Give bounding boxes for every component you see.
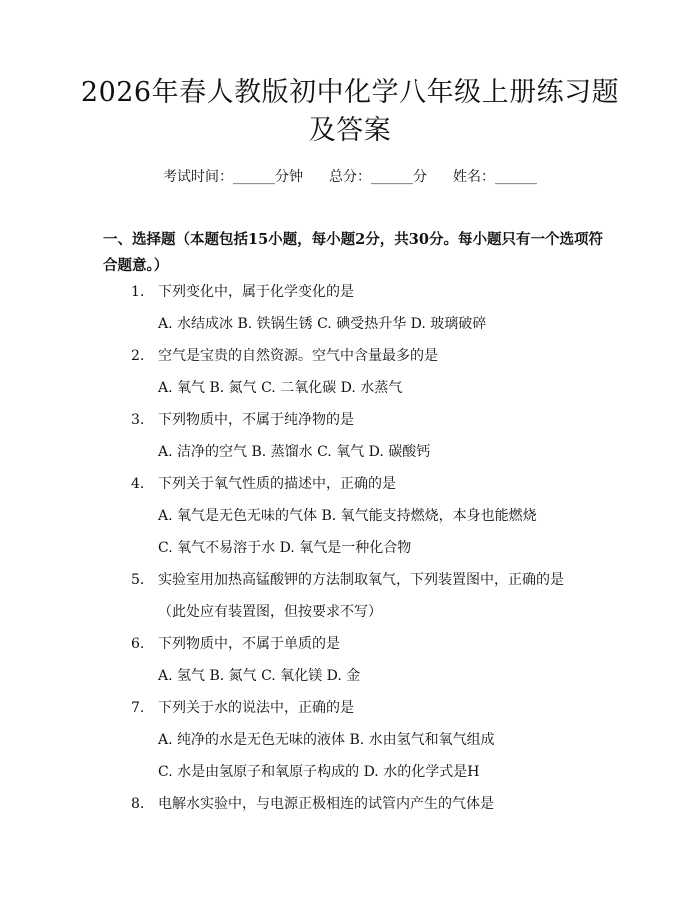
question-item	[0, 564, 700, 596]
question-options	[0, 500, 700, 532]
question-item	[0, 468, 700, 500]
exam-info-line	[0, 167, 700, 187]
option-line: C. 水是由氢原子和氧原子构成的 D. 水的化学式是H	[158, 764, 480, 780]
question-text: 空气是宝贵的自然资源。空气中含量最多的是	[158, 348, 438, 364]
option-line: （此处应有装置图，但按要求不写）	[158, 604, 382, 620]
question-number: 4.	[131, 476, 145, 492]
section-title: 一、选择题（本题包括15小题，每小题2分，共30分。每小题只有一个选项符合题意。）	[103, 231, 603, 274]
question-item	[0, 692, 700, 724]
question-number: 3.	[131, 412, 145, 428]
question-item	[0, 276, 700, 308]
option-line: C. 氧气不易溶于水 D. 氧气是一种化合物	[158, 540, 412, 556]
question-number: 7.	[131, 700, 145, 716]
question-item	[0, 340, 700, 372]
question-text: 下列关于氧气性质的描述中，正确的是	[158, 476, 396, 492]
question-text: 下列物质中，不属于纯净物的是	[158, 412, 354, 428]
question-options	[0, 596, 700, 628]
question-options	[0, 436, 700, 468]
question-item	[0, 788, 700, 820]
option-line: A. 水结成冰 B. 铁锅生锈 C. 碘受热升华 D. 玻璃破碎	[158, 316, 487, 332]
question-options	[0, 660, 700, 692]
option-line: A. 氧气 B. 氮气 C. 二氧化碳 D. 水蒸气	[158, 380, 403, 396]
question-options	[0, 372, 700, 404]
question-text: 下列关于水的说法中，正确的是	[158, 700, 354, 716]
option-line: A. 洁净的空气 B. 蒸馏水 C. 氧气 D. 碳酸钙	[158, 444, 431, 460]
exam-time-field: 考试时间：______分钟	[163, 169, 303, 185]
option-line: A. 纯净的水是无色无味的液体 B. 水由氢气和氧气组成	[158, 732, 495, 748]
question-number: 1.	[131, 284, 145, 300]
option-line: A. 氧气是无色无味的气体 B. 氧气能支持燃烧，本身也能燃烧	[158, 508, 537, 524]
question-options	[0, 724, 700, 756]
question-number: 6.	[131, 636, 145, 652]
question-number: 5.	[131, 572, 145, 588]
question-list	[0, 276, 700, 820]
question-text: 电解水实验中，与电源正极相连的试管内产生的气体是	[158, 796, 494, 812]
question-item	[0, 628, 700, 660]
question-text: 实验室用加热高锰酸钾的方法制取氧气，下列装置图中，正确的是	[158, 572, 564, 588]
question-number: 8.	[131, 796, 145, 812]
total-score-field: 总分：______分	[329, 169, 427, 185]
name-field: 姓名：______	[453, 169, 537, 185]
document-title: 2026年春人教版初中化学八年级上册练习题及答案	[80, 77, 620, 146]
option-line: A. 氢气 B. 氮气 C. 氧化镁 D. 金	[158, 668, 361, 684]
question-number: 2.	[131, 348, 145, 364]
question-text: 下列变化中，属于化学变化的是	[158, 284, 354, 300]
question-options	[0, 756, 700, 788]
question-text: 下列物质中，不属于单质的是	[158, 636, 340, 652]
question-options	[0, 308, 700, 340]
question-item	[0, 404, 700, 436]
question-options	[0, 532, 700, 564]
